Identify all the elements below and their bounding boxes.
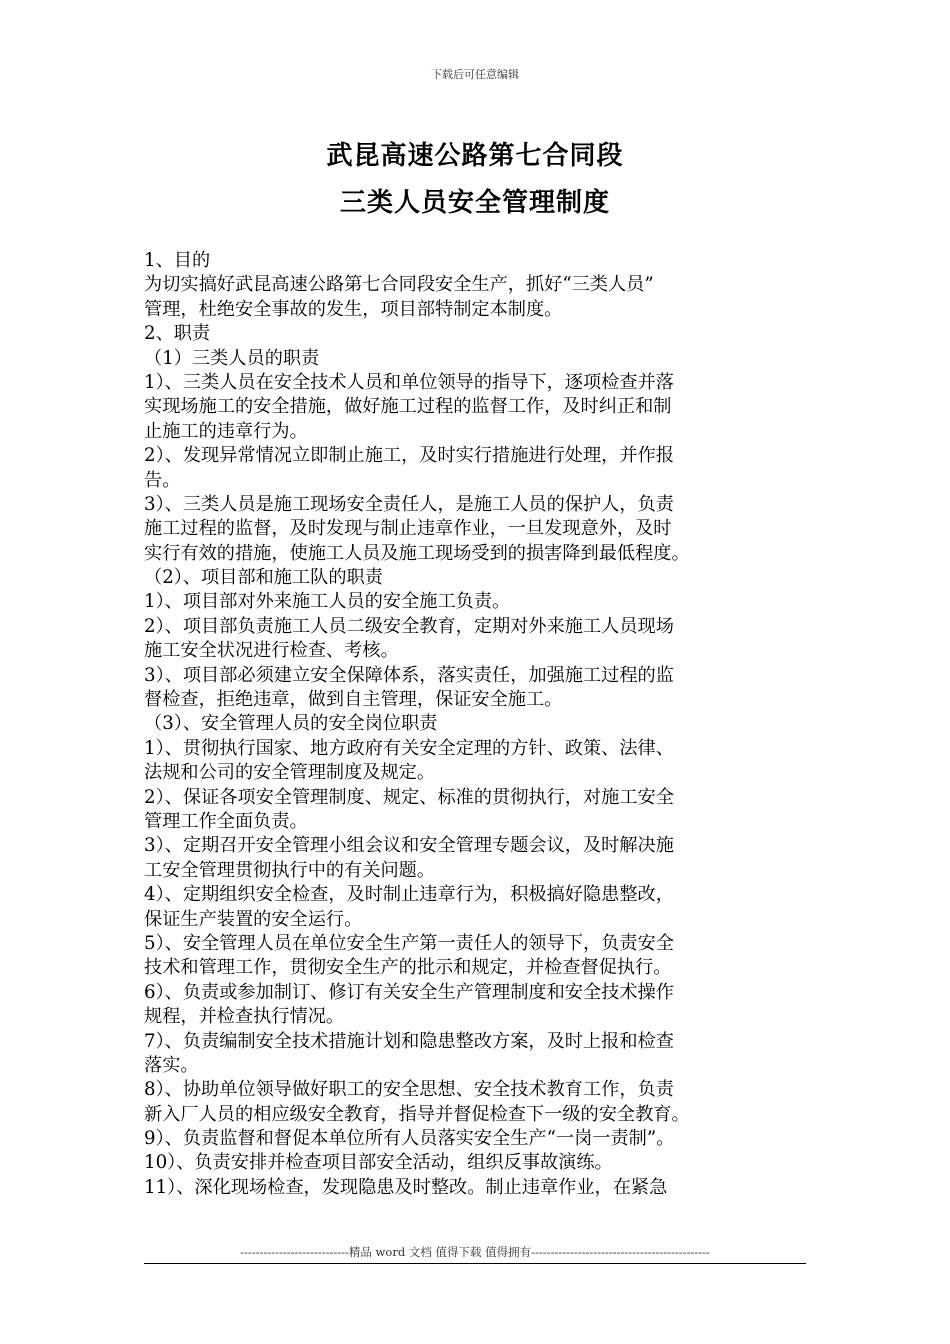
body-line: 4）、定期组织安全检查，及时制止违章行为，积极搞好隐患整改， xyxy=(144,884,674,906)
body-line: 1、目的 xyxy=(144,250,211,271)
body-line: 技术和管理工作，贯彻安全生产的批示和规定，并检查督促执行。 xyxy=(144,957,672,979)
body-line: 1）、三类人员在安全技术人员和单位领导的指导下，逐项检查并落 xyxy=(144,371,674,393)
body-line: 法规和公司的安全管理制度及规定。 xyxy=(144,762,436,784)
body-line: 规程，并检查执行情况。 xyxy=(144,1006,345,1028)
document-title-line-2: 三类人员安全管理制度 xyxy=(339,188,610,218)
footer-divider xyxy=(144,1263,806,1264)
body-line: 8）、协助单位领导做好职工的安全思想、安全技术教育工作，负责 xyxy=(144,1079,674,1101)
body-line: 告。 xyxy=(144,469,181,491)
body-line: 2）、发现异常情况立即制止施工，及时实行措施进行处理，并作报 xyxy=(144,445,674,467)
body-line: 实行有效的措施，使施工人员及施工现场受到的损害降到最低程度。 xyxy=(144,542,690,564)
body-line: 保证生产装置的安全运行。 xyxy=(144,908,363,930)
body-line: 施工过程的监督，及时发现与制止违章作业，一旦发现意外，及时 xyxy=(144,518,672,540)
body-line: 3）、项目部必须建立安全保障体系，落实责任，加强施工过程的监 xyxy=(144,664,674,686)
body-line: 新入厂人员的相应级安全教育，指导并督促检查下一级的安全教育。 xyxy=(144,1103,690,1125)
header-note: 下载后可任意编辑 xyxy=(431,68,519,81)
body-line: 2、职责 xyxy=(144,323,211,345)
body-line: 管理，杜绝安全事故的发生，项目部特制定本制度。 xyxy=(144,298,563,320)
body-line: 2）、项目部负责施工人员二级安全教育，定期对外来施工人员现场 xyxy=(144,615,674,637)
footer-note: ----------------------------精品 word 文档 值得下载 值得拥有---------------------------------------------- xyxy=(240,1245,710,1259)
body-line: （3）、安全管理人员的安全岗位职责 xyxy=(144,713,438,735)
document-body xyxy=(144,249,814,1200)
body-line: 施工安全状况进行检查、考核。 xyxy=(144,640,399,662)
body-line: 实现场施工的安全措施，做好施工过程的监督工作，及时纠正和制 xyxy=(144,396,672,418)
body-line: 为切实搞好武昆高速公路第七合同段安全生产，抓好“三类人员” xyxy=(144,274,654,296)
body-line: 5）、安全管理人员在单位安全生产第一责任人的领导下，负责安全 xyxy=(144,932,674,954)
body-line: 11）、深化现场检查，发现隐患及时整改。制止违章作业，在紧急 xyxy=(144,1176,668,1198)
body-line: 6）、负责或参加制订、修订有关安全生产管理制度和安全技术操作 xyxy=(144,981,674,1003)
body-line: 督检查，拒绝违章，做到自主管理，保证安全施工。 xyxy=(144,689,563,711)
body-line: 7）、负责编制安全技术措施计划和隐患整改方案，及时上报和检查 xyxy=(144,1030,674,1052)
body-line: （2）、项目部和施工队的职责 xyxy=(144,567,383,589)
body-line: 3）、定期召开安全管理小组会议和安全管理专题会议，及时解决施 xyxy=(144,835,674,857)
body-line: 2）、保证各项安全管理制度、规定、标准的贯彻执行，对施工安全 xyxy=(144,786,674,808)
body-line: 1）、贯彻执行国家、地方政府有关安全定理的方针、政策、法律、 xyxy=(144,737,674,759)
body-line: 管理工作全面负责。 xyxy=(144,810,308,832)
body-line: 1）、项目部对外来施工人员的安全施工负责。 xyxy=(144,591,511,613)
body-line: 工安全管理贯彻执行中的有关问题。 xyxy=(144,859,436,881)
body-line: 3）、三类人员是施工现场安全责任人，是施工人员的保护人，负责 xyxy=(144,493,674,515)
body-line: 止施工的违章行为。 xyxy=(144,420,308,442)
body-line: 落实。 xyxy=(144,1054,199,1076)
body-line: 10）、负责安排并检查项目部安全活动，组织反事故演练。 xyxy=(144,1152,613,1174)
body-line: （1）三类人员的职责 xyxy=(144,347,320,369)
document-title-line-1: 武昆高速公路第七合同段 xyxy=(326,141,624,171)
body-line: 9）、负责监督和督促本单位所有人员落实安全生产“一岗一责制”。 xyxy=(144,1128,675,1150)
